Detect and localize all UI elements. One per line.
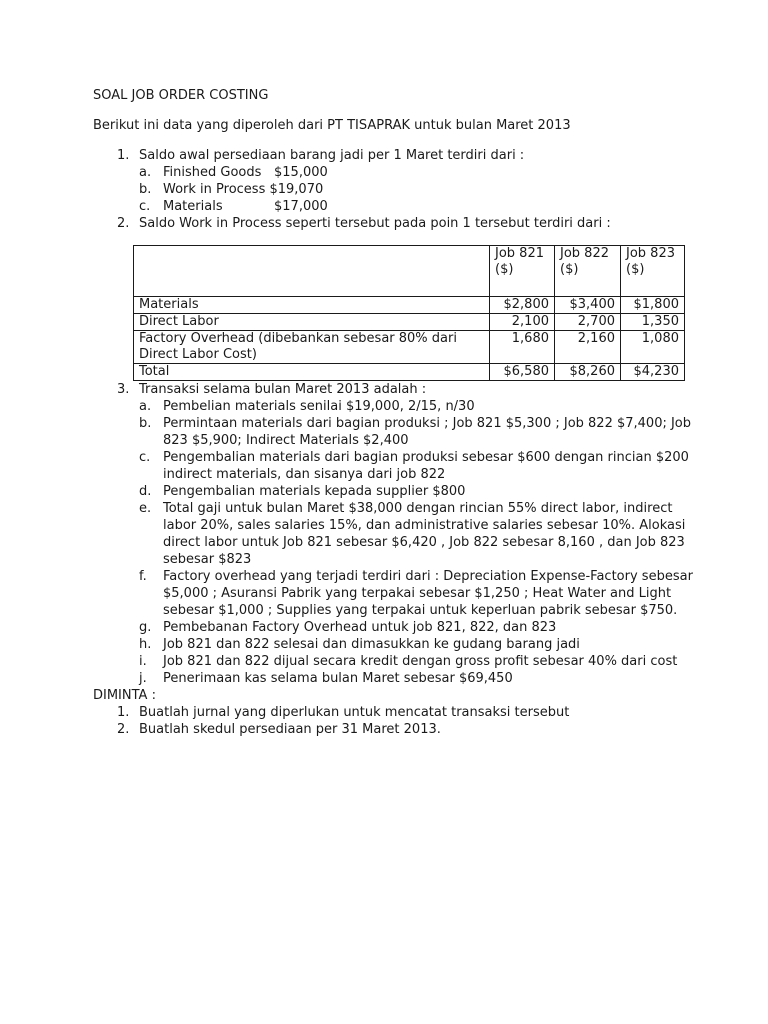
sub-value: $17,000: [274, 199, 328, 214]
transaction-item: [93, 619, 693, 636]
transaction-item: [93, 636, 693, 653]
table-header-cell: Job 823 ($): [621, 246, 685, 297]
list-number: 1.: [117, 148, 130, 163]
list-item-2: [93, 215, 693, 232]
transaction-item: [93, 398, 693, 415]
sub-label: Finished Goods: [163, 165, 262, 180]
table-cell: $4,230: [621, 364, 685, 381]
sub-letter: h.: [139, 637, 152, 652]
list-text: Saldo Work in Process seperti tersebut pada poin 1 tersebut terdiri dari :: [139, 216, 611, 231]
sub-value: $15,000: [274, 165, 328, 180]
wip-table: [133, 245, 685, 381]
table-cell: 1,350: [621, 314, 685, 331]
table-row: [134, 297, 685, 314]
table-cell: Direct Labor: [134, 314, 490, 331]
table-header-cell: Job 821 ($): [490, 246, 555, 297]
list-text: Transaksi selama bulan Maret 2013 adalah :: [139, 382, 427, 397]
sub-text: Penerimaan kas selama bulan Maret sebesar $69,450: [163, 671, 513, 686]
sub-item-materials: [93, 198, 693, 215]
sub-letter: b.: [139, 416, 152, 431]
sub-text: Permintaan materials dari bagian produksi ; Job 821 $5,300 ; Job 822 $7,400; Job 823 $5,900; Indirect Materials $2,400: [163, 416, 692, 448]
sub-text: Pembebanan Factory Overhead untuk job 821, 822, dan 823: [163, 620, 557, 635]
intro-paragraph: Berikut ini data yang diperoleh dari PT TISAPRAK untuk bulan Maret 2013: [93, 118, 571, 133]
table-header-cell: Job 822 ($): [555, 246, 621, 297]
sub-item-work-in-process: [93, 181, 693, 198]
diminta-label: DIMINTA :: [93, 688, 156, 703]
sub-text: Total gaji untuk bulan Maret $38,000 dengan rincian 55% direct labor, indirect labor 20%, sales salaries 15%, dan administrative salaries sebesar 10%. Alokasi direct labor untuk Job 821 sebesar $6,420 , Job 822 sebesar 8,160 , dan Job 823 sebesar $823: [163, 501, 686, 567]
sub-item-finished-goods: [93, 164, 693, 181]
table-row: [134, 314, 685, 331]
sub-letter: c.: [139, 199, 151, 214]
table-cell: $2,800: [490, 297, 555, 314]
transaction-item: [93, 483, 693, 500]
list-item-1: [93, 147, 693, 164]
transaction-item: [93, 653, 693, 670]
transaction-item: [93, 568, 693, 619]
task-item-2: [93, 721, 693, 738]
table-cell: $1,800: [621, 297, 685, 314]
list-item-3: [93, 381, 693, 398]
list-number: 1.: [117, 705, 130, 720]
table-cell: Factory Overhead (dibebankan sebesar 80% dari Direct Labor Cost): [134, 331, 490, 364]
table-cell: 2,100: [490, 314, 555, 331]
table-cell: Total: [134, 364, 490, 381]
sub-label: Work in Process $19,070: [163, 182, 324, 197]
table-cell: $8,260: [555, 364, 621, 381]
table-cell: $3,400: [555, 297, 621, 314]
sub-letter: j.: [139, 671, 147, 686]
table-cell: 2,160: [555, 331, 621, 364]
transaction-item: [93, 449, 693, 483]
transaction-item: [93, 415, 693, 449]
document-title: SOAL JOB ORDER COSTING: [93, 88, 269, 103]
table-header-row: [134, 246, 685, 297]
table-row: [134, 331, 685, 364]
sub-text: Pengembalian materials kepada supplier $800: [163, 484, 466, 499]
transaction-item: [93, 670, 693, 687]
sub-letter: b.: [139, 182, 152, 197]
table-cell: $6,580: [490, 364, 555, 381]
sub-letter: g.: [139, 620, 152, 635]
list-text: Saldo awal persediaan barang jadi per 1 Maret terdiri dari :: [139, 148, 525, 163]
table-cell: 1,680: [490, 331, 555, 364]
sub-text: Job 821 dan 822 selesai dan dimasukkan ke gudang barang jadi: [163, 637, 580, 652]
sub-text: Pengembalian materials dari bagian produksi sebesar $600 dengan rincian $200 indirect materials, dan sisanya dari job 822: [163, 450, 689, 482]
transaction-item: [93, 500, 693, 568]
sub-text: Factory overhead yang terjadi terdiri dari : Depreciation Expense-Factory sebesar $5,000 ; Asuransi Pabrik yang terpakai sebesar $1,250 ; Heat Water and Light sebesar $1,000 ; Supplies yang terpakai untuk keperluan pabrik sebesar $750.: [163, 569, 693, 618]
sub-label: Materials: [163, 199, 223, 214]
sub-text: Job 821 dan 822 dijual secara kredit dengan gross profit sebesar 40% dari cost: [163, 654, 678, 669]
sub-text: Pembelian materials senilai $19,000, 2/15, n/30: [163, 399, 475, 414]
sub-letter: d.: [139, 484, 152, 499]
sub-letter: e.: [139, 501, 152, 516]
table-header-cell: [134, 246, 490, 297]
list-text: Buatlah skedul persediaan per 31 Maret 2013.: [139, 722, 441, 737]
sub-letter: a.: [139, 165, 152, 180]
document-page: [93, 87, 693, 738]
sub-letter: c.: [139, 450, 151, 465]
task-item-1: [93, 704, 693, 721]
table-row-total: [134, 364, 685, 381]
sub-letter: i.: [139, 654, 147, 669]
table-cell: 2,700: [555, 314, 621, 331]
sub-letter: f.: [139, 569, 147, 584]
table-cell: Materials: [134, 297, 490, 314]
list-text: Buatlah jurnal yang diperlukan untuk mencatat transaksi tersebut: [139, 705, 570, 720]
table-cell: 1,080: [621, 331, 685, 364]
sub-letter: a.: [139, 399, 152, 414]
list-number: 3.: [117, 382, 130, 397]
list-number: 2.: [117, 216, 130, 231]
list-number: 2.: [117, 722, 130, 737]
